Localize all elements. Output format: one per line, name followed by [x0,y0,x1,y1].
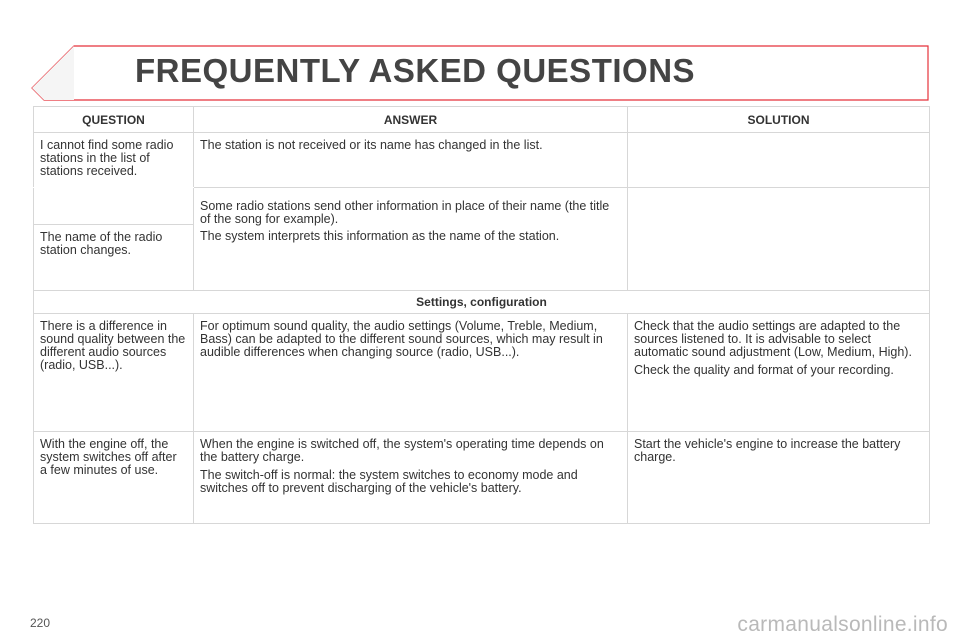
answer-cell [194,314,628,432]
solution-cell [628,432,930,524]
question-text: With the engine off, the system switches off after a few minutes of use. [40,437,177,477]
question-cell [34,225,194,291]
answer-text: Some radio stations send other information in place of their name (the title of the song for example). [200,199,610,226]
table-row [34,314,930,432]
answer-text: The switch-off is normal: the system switches to economy mode and switches off to prevent discharging of the vehicle's battery. [200,468,578,495]
solution-cell [628,314,930,432]
section-title: Settings, configuration [34,291,930,314]
header-corner-fill [32,46,74,100]
answer-cell [194,133,628,188]
solution-text: Check that the audio settings are adapted to the sources listened to. It is advisable to select automatic sound adjustment (Low, Medium, High). [634,319,912,359]
column-header-solution: SOLUTION [628,107,930,133]
solution-text: Check the quality and format of your recording. [634,363,894,377]
faq-table [33,106,930,524]
question-cell [34,314,194,432]
question-text: The name of the radio station changes. [40,230,163,257]
solution-cell [628,188,930,291]
question-cell [34,432,194,524]
watermark: carmanualsonline.info [737,613,948,636]
answer-text: For optimum sound quality, the audio settings (Volume, Treble, Medium, Bass) can be adapted to the different sound sources, which may result in audible differences when changing source (radio, USB...). [200,319,603,359]
answer-cell [194,188,628,291]
page-header [0,0,960,110]
column-header-answer: ANSWER [194,107,628,133]
question-text: I cannot find some radio stations in the list of stations received. [40,138,174,178]
table-row [34,432,930,524]
answer-text: The station is not received or its name has changed in the list. [200,138,543,152]
table-row [34,188,930,225]
solution-cell [628,133,930,188]
table-header-row [34,107,930,133]
page-number: 220 [30,616,51,630]
answer-text: When the engine is switched off, the system's operating time depends on the battery charge. [200,437,604,464]
answer-text: The system interprets this information as the name of the station. [200,229,560,243]
solution-text: Start the vehicle's engine to increase the battery charge. [634,437,901,464]
section-row [34,291,930,314]
column-header-question: QUESTION [34,107,194,133]
answer-cell [194,432,628,524]
question-cell [34,133,194,188]
question-text: There is a difference in sound quality between the different audio sources (radio, USB...). [40,319,186,372]
page-title: FREQUENTLY ASKED QUESTIONS [135,52,696,89]
table-row [34,133,930,188]
question-cell-spacer [34,188,194,225]
